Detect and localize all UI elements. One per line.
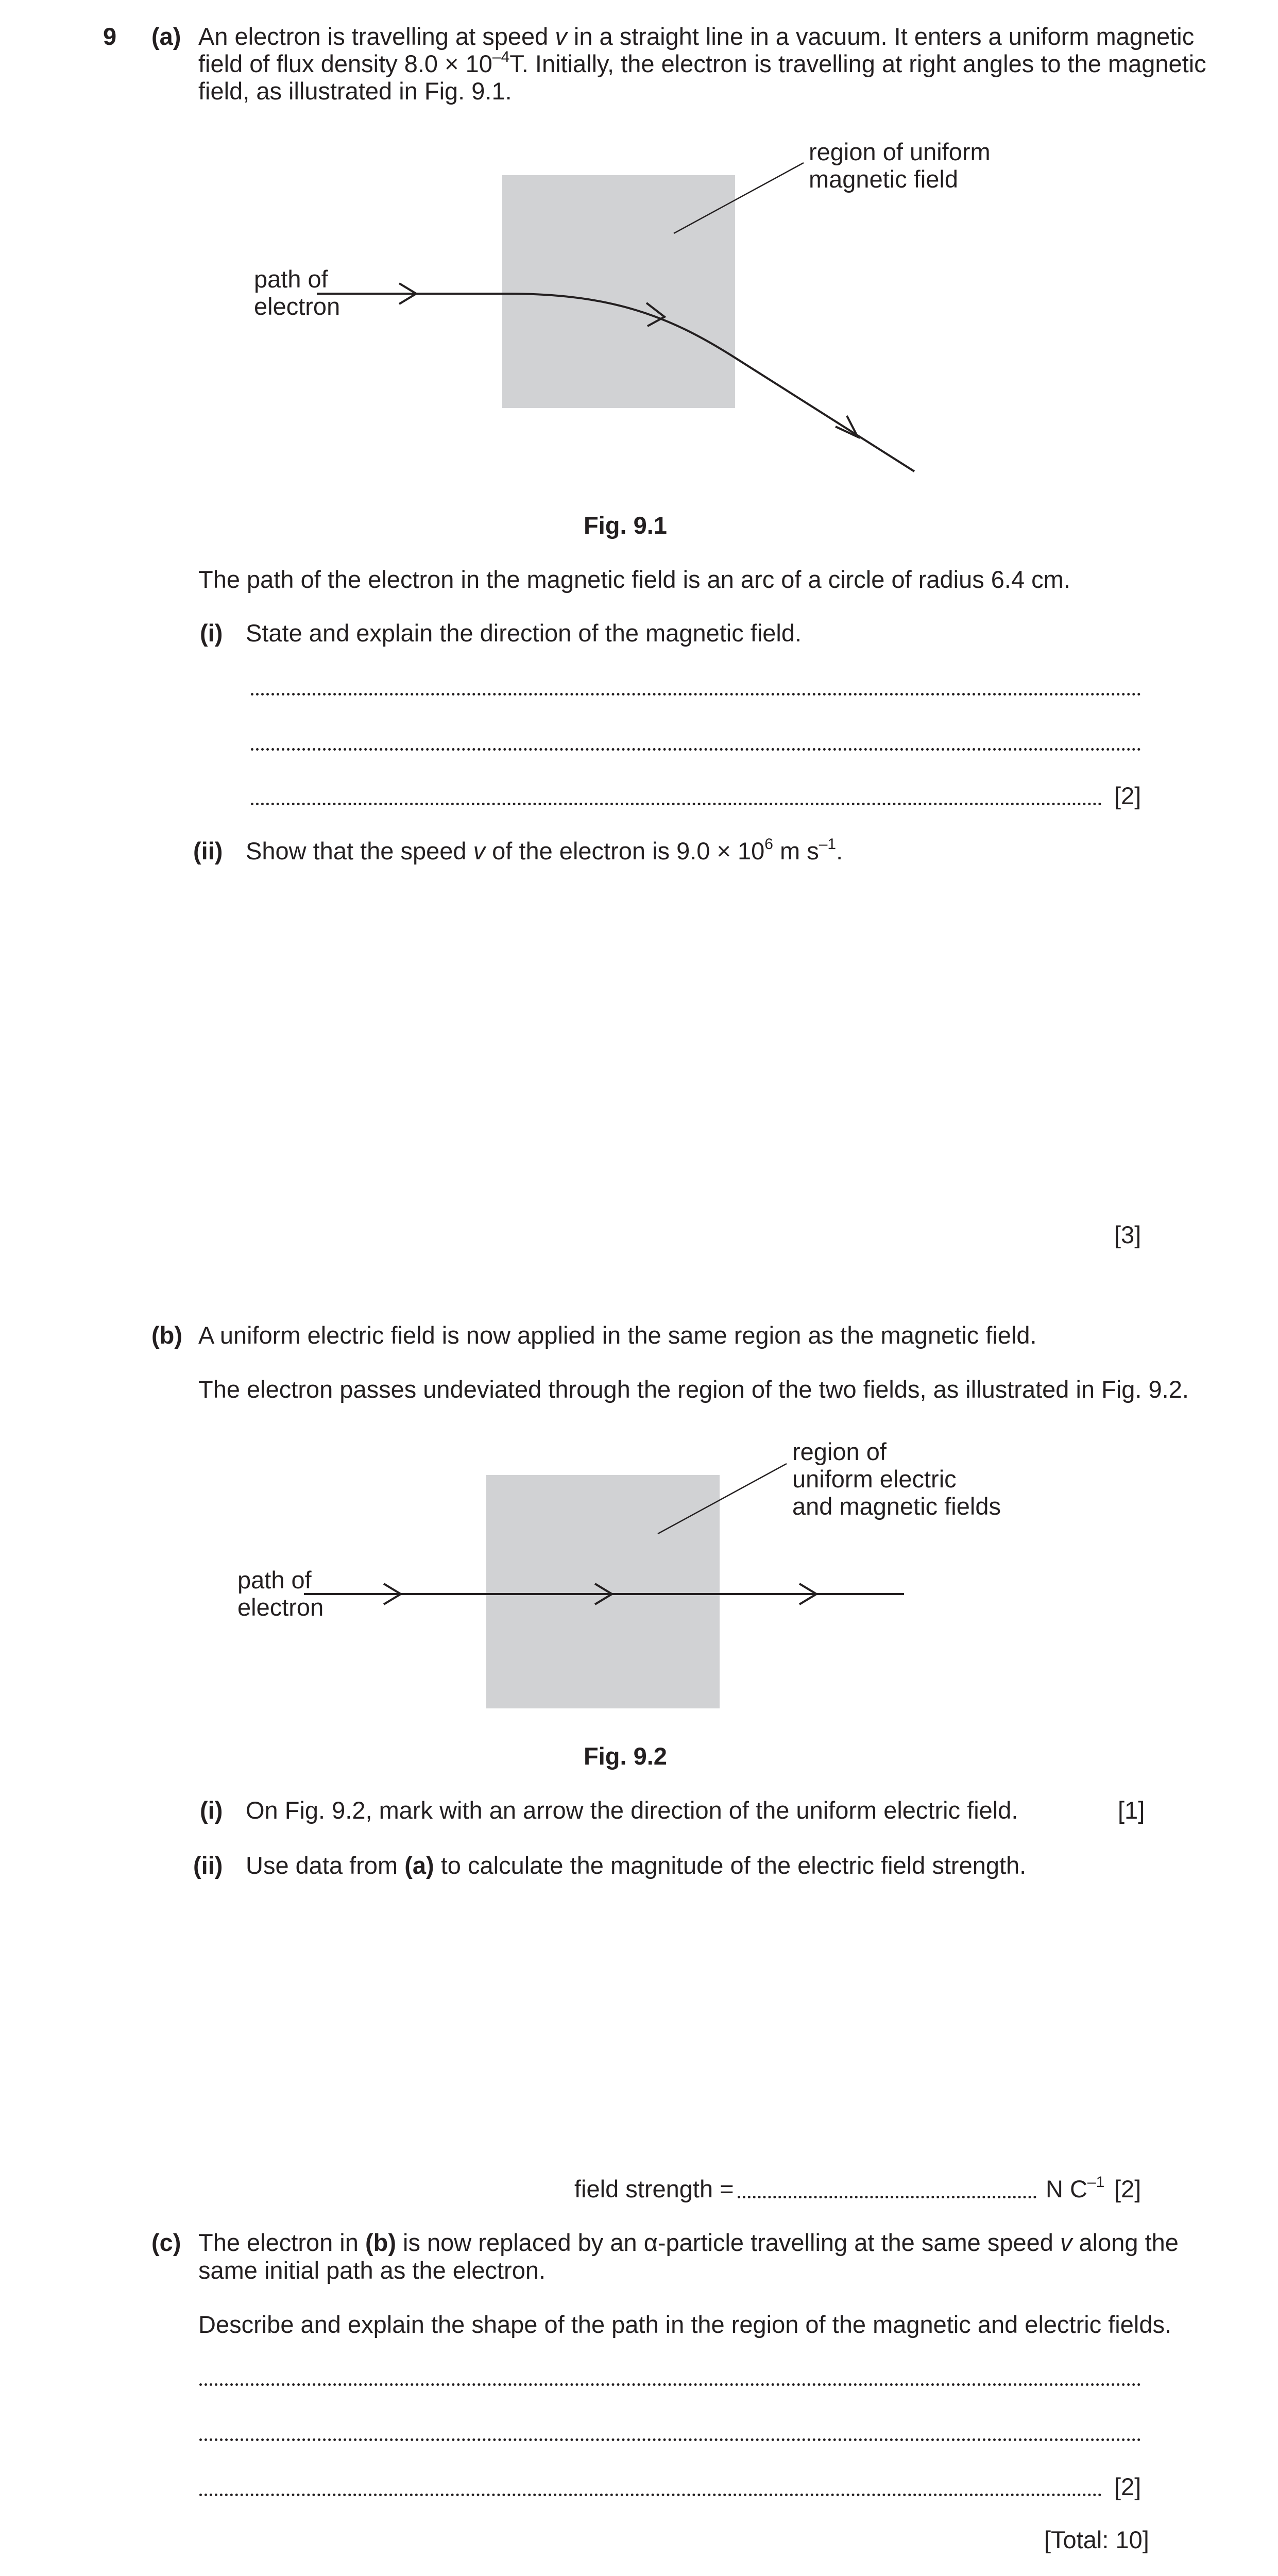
electric-magnetic-field-region: [486, 1475, 720, 1708]
field-strength-label: field strength =: [574, 2175, 734, 2202]
part-b-ii-marks: [2]: [1114, 2175, 1141, 2202]
field-strength-answer-line[interactable]: [738, 2196, 1036, 2198]
part-c-line-1: The electron in (b) is now replaced by an α-particle travelling at the same speed v along the: [198, 2229, 1179, 2256]
part-b-i-label: (i): [200, 1797, 223, 1824]
part-c-line-2: same initial path as the electron.: [198, 2257, 546, 2284]
part-a-i-marks: [2]: [1114, 782, 1141, 809]
fig2-caption: Fig. 9.2: [584, 1742, 667, 1770]
part-c-answer-line-2[interactable]: [199, 2438, 1141, 2441]
part-a-intro-line-3: field, as illustrated in Fig. 9.1.: [198, 77, 512, 105]
part-b-i-marks: [1]: [1118, 1797, 1145, 1824]
fig1-region-label-2: magnetic field: [809, 165, 958, 193]
part-c-answer-line-3[interactable]: [199, 2494, 1102, 2496]
field-strength-unit: N $C^{-1}$: [1046, 2174, 1105, 2202]
part-a-intro-line-2: field of flux density $8.0 \times 10^{-4}T$. Initially, the electron is travelling at right angles to the magnetic: [198, 48, 1206, 77]
part-b-i-text: On Fig. 9.2, mark with an arrow the direction of the uniform electric field.: [246, 1797, 1018, 1824]
fig2-path-label-2: electron: [237, 1594, 324, 1621]
part-a-i-label: (i): [200, 619, 223, 647]
part-a-ii-label: (ii): [193, 837, 223, 865]
question-number: 9: [103, 23, 117, 50]
arc-statement: The path of the electron in the magnetic field is an arc of a circle of radius 6.4 cm.: [198, 566, 1070, 593]
part-b-ii-text: Use data from (a) to calculate the magnitude of the electric field strength.: [246, 1852, 1027, 1879]
part-c-line-3: Describe and explain the shape of the path in the region of the magnetic and electric fields.: [198, 2311, 1172, 2338]
fig2-region-label-1: region of: [792, 1438, 887, 1465]
fig1-caption: Fig. 9.1: [584, 512, 667, 539]
part-a-ii-marks: [3]: [1114, 1221, 1141, 1248]
fig2-region-label-3: and magnetic fields: [792, 1493, 1001, 1520]
part-b-line-1: A uniform electric field is now applied in the same region as the magnetic field.: [198, 1321, 1037, 1349]
part-c-label: (c): [151, 2229, 181, 2256]
part-c-marks: [2]: [1114, 2473, 1141, 2500]
fig1-path-label-2: electron: [254, 293, 340, 320]
part-b-line-2: The electron passes undeviated through the region of the two fields, as illustrated in Fig. 9.2.: [198, 1376, 1189, 1403]
fig1-path-label-1: path of: [254, 265, 328, 293]
fig1-region-label-1: region of uniform: [809, 138, 991, 165]
part-a-label: (a): [151, 23, 181, 50]
total-marks: [Total: 10]: [1044, 2526, 1149, 2553]
part-c-answer-line-1[interactable]: [199, 2383, 1141, 2386]
part-a-i-text: State and explain the direction of the magnetic field.: [246, 619, 802, 647]
part-b-ii-label: (ii): [193, 1852, 223, 1879]
fig2-region-label-2: uniform electric: [792, 1465, 957, 1493]
part-b-label: (b): [151, 1321, 183, 1349]
part-a-ii-text: Show that the speed v of the electron is $9.0 \times 10^6$ m $s^{-1}$.: [246, 836, 843, 865]
fig2-path-label-1: path of: [237, 1566, 312, 1594]
part-a-intro-line-1: An electron is travelling at speed v in a straight line in a vacuum. It enters a uniform magnetic: [198, 23, 1195, 50]
